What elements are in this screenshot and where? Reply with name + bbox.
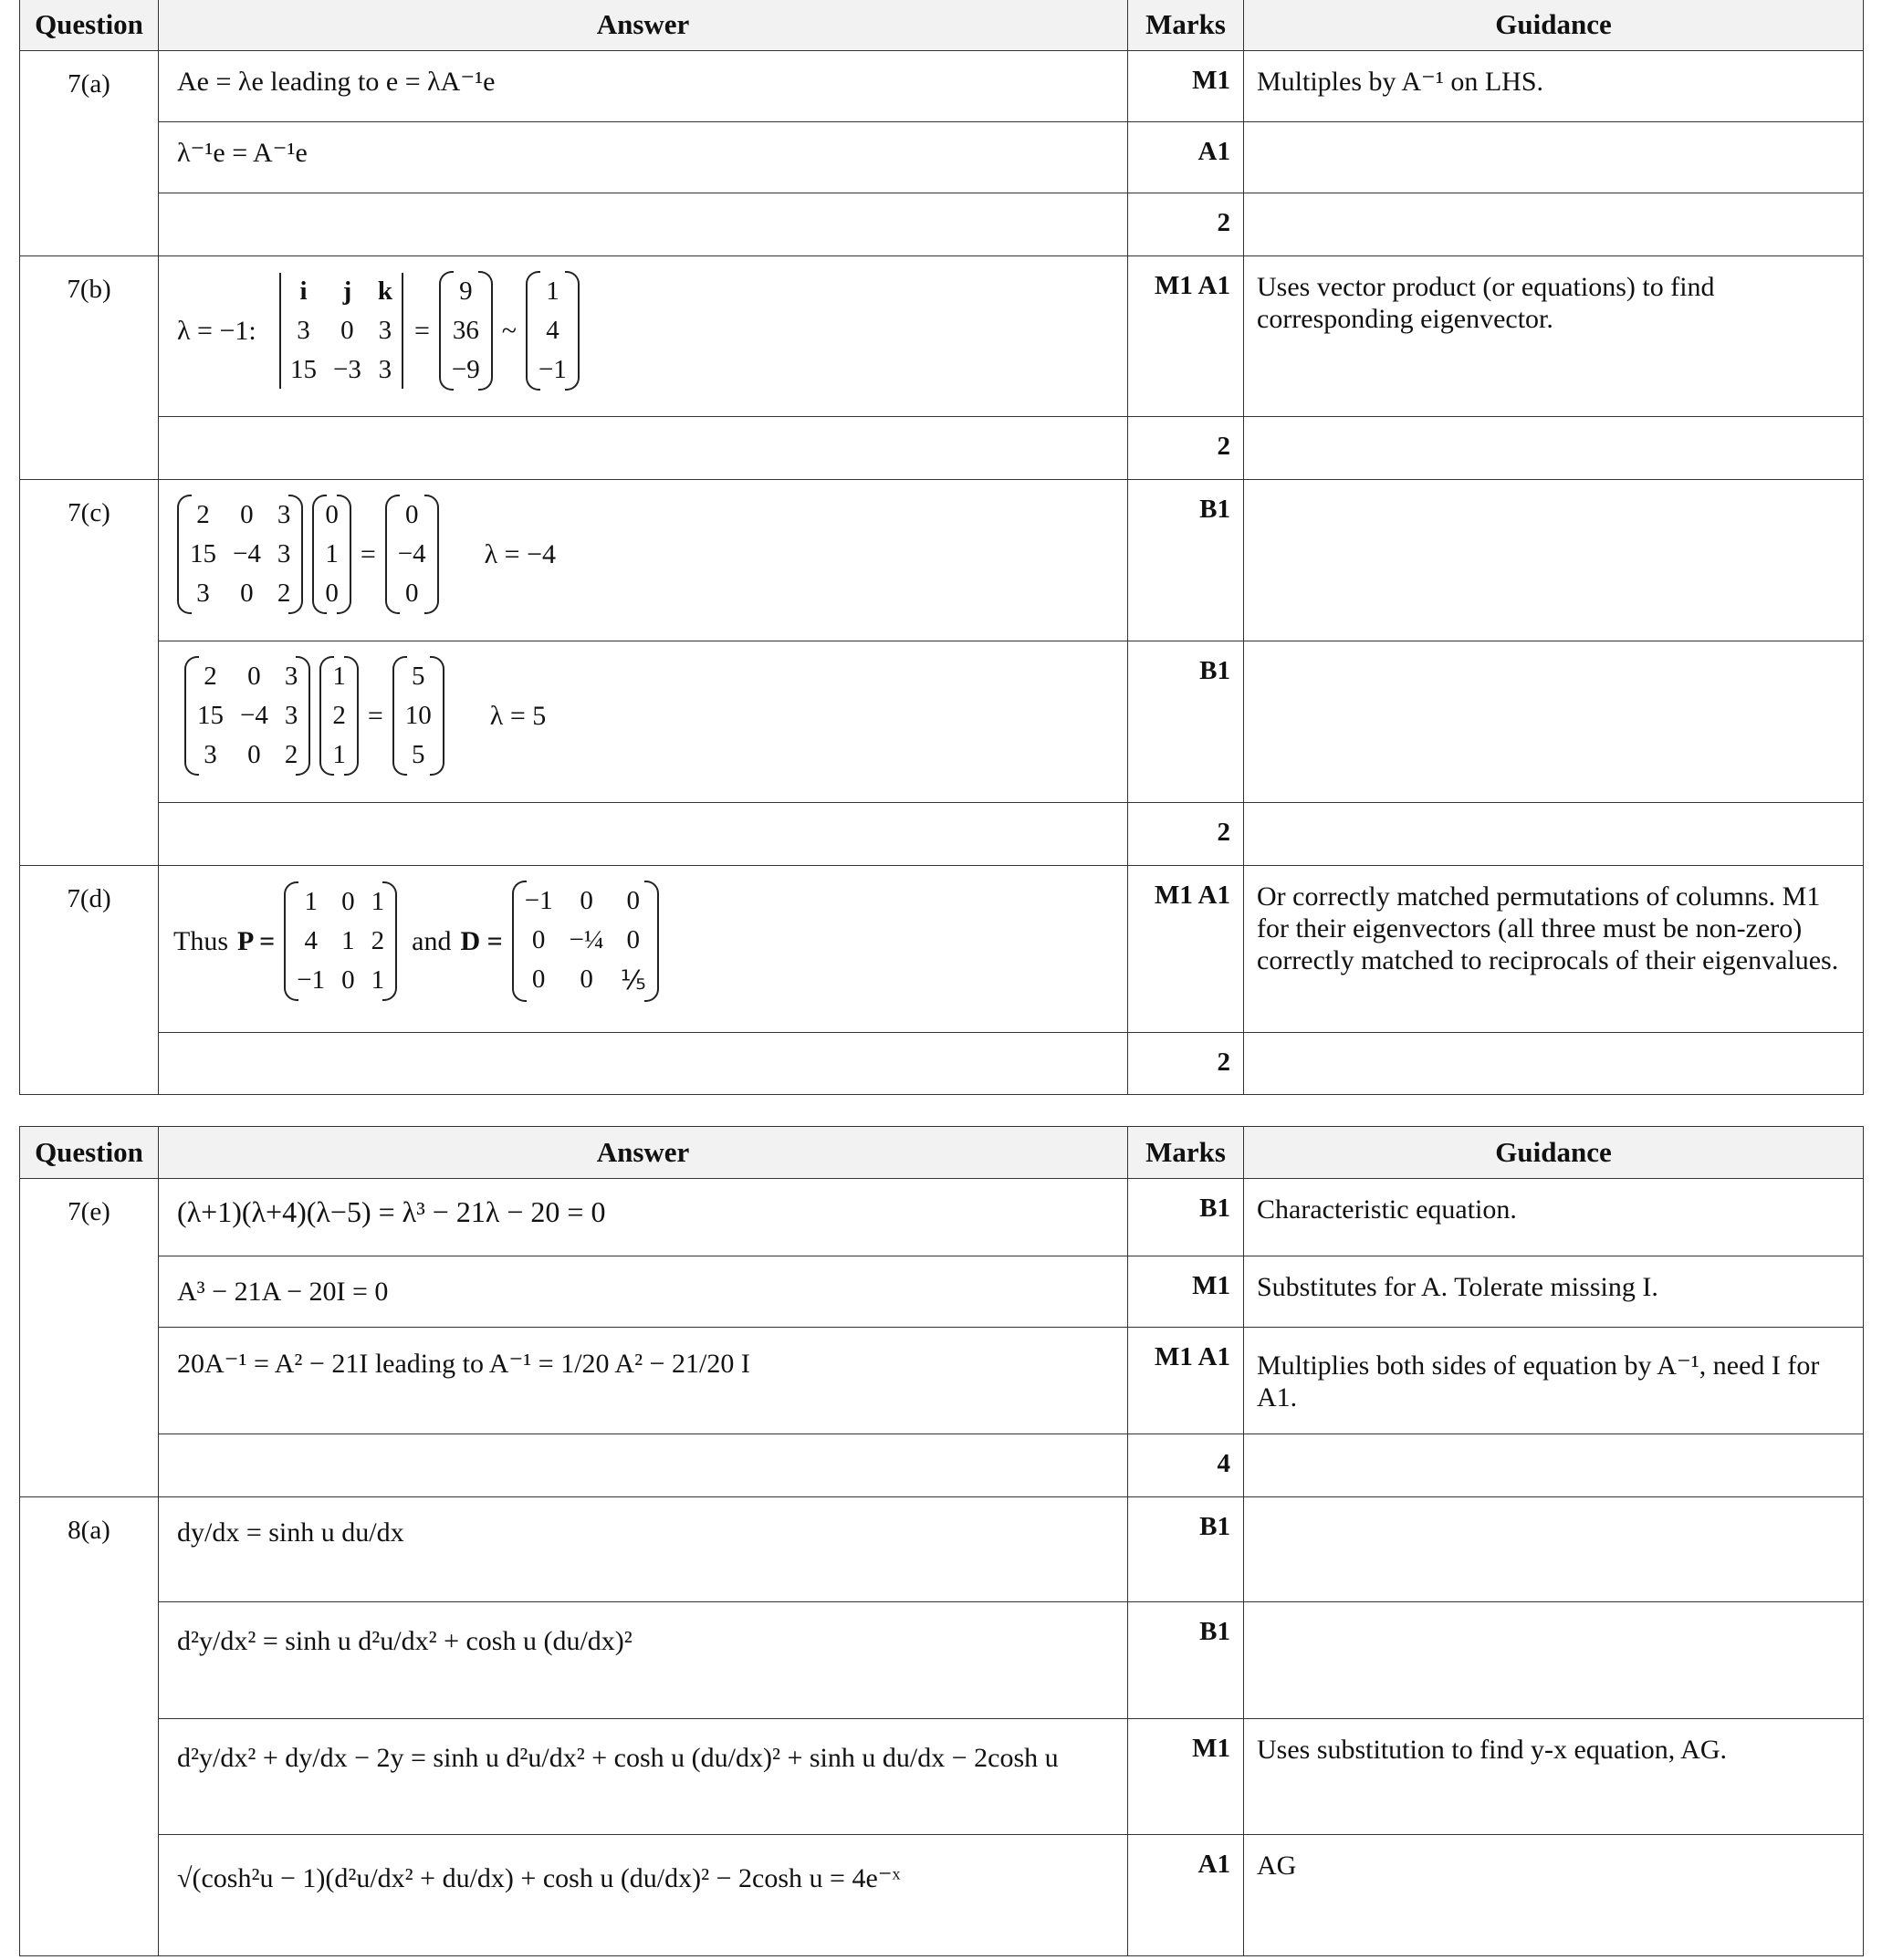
answer-cell: 2 0 3 15 −4 3 3 0 2 0 1 0 = 0 −4 0 λ = −4: [159, 480, 1128, 641]
guidance-cell: [1244, 1497, 1864, 1602]
guidance-cell: [1244, 1602, 1864, 1719]
matrix-entry: −9: [451, 355, 480, 384]
matrix-entry: 1: [546, 276, 559, 306]
answer-cell: 2 0 3 15 −4 3 3 0 2 1 2 1 = 5 10 5 λ = 5: [159, 641, 1128, 803]
matrix-entry: 3: [284, 701, 298, 730]
vector: [439, 271, 493, 391]
matrix-entry: 0: [325, 500, 339, 529]
guidance-cell: [1244, 122, 1864, 193]
guidance-cell: Multiplies both sides of equation by A⁻¹, need I for A1.: [1244, 1328, 1864, 1434]
lambda-label: λ = −1:: [177, 315, 256, 346]
total-row: [20, 417, 1864, 480]
matrix-entry: 0: [247, 740, 261, 769]
matrix-entry: 0: [626, 886, 640, 915]
matrix-entry: 0: [404, 579, 419, 608]
table-row: [20, 1328, 1864, 1434]
answer-cell: [159, 1835, 1128, 1956]
answer-cell: [159, 1256, 1128, 1328]
mark-cell: A1: [1128, 1835, 1244, 1956]
answer-math: dy/dx = sinh u du/dx: [177, 1517, 404, 1548]
answer-math: d²y/dx² = sinh u d²u/dx² + cosh u (du/dx)²: [177, 1626, 633, 1656]
matrix-entry: 1: [371, 965, 385, 995]
answer-cell: [159, 1497, 1128, 1602]
matrix-entry: 1: [332, 740, 346, 769]
table-row: [20, 641, 1864, 803]
matrix-entry: 0: [580, 886, 593, 915]
answer-math: √(cosh²u − 1)(d²u/dx² + du/dx) + cosh u (du/dx)² − 2cosh u = 4e⁻ˣ: [177, 1863, 901, 1893]
table-row: [20, 1497, 1864, 1602]
guidance-cell: [1244, 417, 1864, 480]
matrix-entry: 1: [371, 887, 385, 916]
question-label: 7(a): [20, 51, 159, 256]
matrix-entry: 10: [404, 701, 432, 730]
matrix-entry: 3: [277, 539, 291, 568]
matrix-entry: 3: [284, 662, 298, 691]
guidance-cell: [1244, 803, 1864, 866]
matrix-entry: −1: [524, 886, 553, 915]
matrix-p: [284, 881, 397, 1001]
answer-math: Ae = λe leading to e = λA⁻¹e: [177, 67, 496, 97]
mark-cell: B1: [1128, 1602, 1244, 1719]
matrix-entry: 0: [404, 500, 419, 529]
matrix-entry: 3: [297, 316, 310, 345]
table-row: [20, 480, 1864, 641]
mark-cell: M1 A1: [1128, 1328, 1244, 1434]
matrix-entry: 0: [247, 662, 261, 691]
mark-cell: B1: [1128, 1497, 1244, 1602]
matrix-entry: 2: [332, 701, 346, 730]
total-mark: 4: [1128, 1434, 1244, 1497]
matrix-a: [184, 656, 310, 776]
total-row: [20, 1033, 1864, 1095]
question-label: 7(e): [20, 1179, 159, 1497]
matrix-entry: −4: [397, 539, 426, 568]
answer-cell: [159, 1602, 1128, 1719]
answer-cell: [159, 417, 1128, 480]
matrix-entry: 1: [304, 887, 318, 916]
guidance-cell: [1244, 641, 1864, 803]
matrix-entry: 3: [378, 316, 392, 345]
mark-cell: M1: [1128, 1256, 1244, 1328]
d-label: D =: [460, 925, 503, 956]
header-answer: Answer: [159, 1127, 1128, 1179]
answer-math: 20A⁻¹ = A² − 21I leading to A⁻¹ = 1/20 A² − 21/20 I: [177, 1349, 750, 1379]
answer-math: d²y/dx² + dy/dx − 2y = sinh u d²u/dx² + cosh u (du/dx)² + sinh u du/dx − 2cosh u: [177, 1743, 1059, 1773]
matrix-entry: 0: [531, 964, 546, 994]
matrix-entry: 0: [341, 965, 355, 995]
eigenvalue: λ = 5: [489, 700, 547, 731]
table-row: [20, 51, 1864, 122]
eigenvalue: λ = −4: [484, 538, 557, 569]
matrix-entry: 0: [580, 964, 593, 994]
answer-math: (λ+1)(λ+4)(λ−5) = λ³ − 21λ − 20 = 0: [177, 1195, 606, 1228]
table-row: [20, 256, 1864, 417]
guidance-cell: Uses substitution to find y-x equation, AG.: [1244, 1719, 1864, 1835]
question-label: 7(d): [20, 866, 159, 1095]
header-marks: Marks: [1128, 1127, 1244, 1179]
matrix-entry: 5: [412, 740, 425, 769]
matrix-entry: 3: [277, 500, 291, 529]
matrix-entry: 2: [277, 579, 291, 608]
answer-cell: [159, 1434, 1128, 1497]
matrix-entry: i: [299, 276, 308, 306]
matrix-entry: 2: [284, 740, 298, 769]
result-vector: [392, 656, 444, 776]
answer-cell: [159, 1719, 1128, 1835]
matrix-entry: −1: [538, 355, 567, 384]
matrix-d: [512, 881, 659, 1002]
answer-cell: [159, 193, 1128, 256]
matrix-entry: −4: [233, 539, 261, 568]
guidance-cell: Multiples by A⁻¹ on LHS.: [1244, 51, 1864, 122]
matrix-entry: 15: [190, 539, 216, 568]
total-mark: 2: [1128, 193, 1244, 256]
matrix-entry: 0: [626, 925, 640, 954]
and-label: and: [412, 925, 452, 956]
header-row: [20, 1127, 1864, 1179]
matrix-entry: j: [342, 276, 352, 306]
question-label: 7(c): [20, 480, 159, 866]
mark-cell: A1: [1128, 122, 1244, 193]
answer-cell: [159, 803, 1128, 866]
matrix-entry: 2: [204, 662, 217, 691]
matrix-entry: 3: [196, 579, 210, 608]
matrix-entry: 3: [204, 740, 217, 769]
matrix-entry: 4: [304, 926, 318, 955]
answer-cell: [159, 51, 1128, 122]
matrix-entry: 15: [290, 355, 317, 384]
answer-math: A³ − 21A − 20I = 0: [177, 1277, 389, 1307]
table-row: [20, 1256, 1864, 1328]
mark-scheme-table-1: [19, 0, 1863, 1095]
mark-cell: B1: [1128, 641, 1244, 803]
answer-cell: [159, 122, 1128, 193]
mark-cell: B1: [1128, 480, 1244, 641]
answer-cell: [159, 1033, 1128, 1095]
header-row: [20, 0, 1864, 51]
total-mark: 2: [1128, 417, 1244, 480]
matrix-entry: 15: [197, 701, 224, 730]
table-row: [20, 122, 1864, 193]
answer-cell: [159, 866, 1128, 1033]
table-row: [20, 1602, 1864, 1719]
header-guidance: Guidance: [1244, 1127, 1864, 1179]
matrix-entry: 2: [371, 926, 385, 955]
matrix-entry: k: [377, 276, 392, 306]
eigenvector: [526, 271, 580, 391]
header-answer: Answer: [159, 0, 1128, 51]
answer-cell: [159, 1179, 1128, 1256]
guidance-cell: [1244, 193, 1864, 256]
answer-cell: λ = −1: i j k 3 0 3 15 −3 3 = 9 36 −9 ~ 1 4 −1: [159, 256, 1128, 417]
guidance-cell: [1244, 1434, 1864, 1497]
total-mark: 2: [1128, 803, 1244, 866]
total-row: [20, 803, 1864, 866]
guidance-cell: Uses vector product (or equations) to find corresponding eigenvector.: [1244, 256, 1864, 417]
matrix-entry: 0: [240, 500, 254, 529]
answer-cell: [159, 1328, 1128, 1434]
table-row: [20, 866, 1864, 1033]
total-row: [20, 193, 1864, 256]
p-label: P =: [237, 925, 276, 956]
matrix-entry: −¼: [569, 925, 604, 954]
matrix-a: [177, 495, 303, 614]
header-question: Question: [20, 0, 159, 51]
guidance-cell: [1244, 1033, 1864, 1095]
vector: [312, 495, 351, 614]
guidance-cell: [1244, 480, 1864, 641]
table-row: [20, 1719, 1864, 1835]
thus-label: Thus: [173, 925, 228, 956]
matrix-entry: −4: [240, 701, 268, 730]
matrix-entry: 1: [341, 926, 355, 955]
total-row: [20, 1434, 1864, 1497]
matrix-entry: 1: [332, 662, 346, 691]
header-guidance: Guidance: [1244, 0, 1864, 51]
guidance-cell: Substitutes for A. Tolerate missing I.: [1244, 1256, 1864, 1328]
guidance-cell: AG: [1244, 1835, 1864, 1956]
header-question: Question: [20, 1127, 159, 1179]
mark-cell: M1: [1128, 1719, 1244, 1835]
matrix-entry: 2: [196, 500, 210, 529]
mark-cell: B1: [1128, 1179, 1244, 1256]
determinant: [277, 271, 405, 391]
mark-cell: M1: [1128, 51, 1244, 122]
guidance-cell: Characteristic equation.: [1244, 1179, 1864, 1256]
guidance-cell: Or correctly matched permutations of columns. M1 for their eigenvectors (all three must be non-zero) correctly matched to reciprocals of their eigenvalues.: [1244, 866, 1864, 1033]
matrix-entry: 4: [546, 316, 559, 345]
header-marks: Marks: [1128, 0, 1244, 51]
mark-cell: M1 A1: [1128, 866, 1244, 1033]
matrix-entry: 0: [341, 887, 355, 916]
table-row: [20, 1835, 1864, 1956]
result-vector: [385, 495, 439, 614]
matrix-entry: 5: [412, 662, 425, 691]
matrix-entry: 3: [378, 355, 392, 384]
matrix-entry: ⅕: [620, 966, 646, 996]
mark-cell: M1 A1: [1128, 256, 1244, 417]
question-label: 8(a): [20, 1497, 159, 1956]
matrix-entry: 0: [325, 579, 339, 608]
matrix-entry: −3: [333, 355, 361, 384]
question-label: 7(b): [20, 256, 159, 480]
matrix-entry: 0: [240, 579, 254, 608]
answer-math: λ⁻¹e = A⁻¹e: [177, 138, 308, 168]
total-mark: 2: [1128, 1033, 1244, 1095]
matrix-entry: −1: [297, 965, 326, 995]
vector: [319, 656, 359, 776]
matrix-entry: 9: [459, 276, 473, 306]
table-row: [20, 1179, 1864, 1256]
matrix-entry: 36: [452, 316, 479, 345]
matrix-entry: 0: [340, 316, 354, 345]
matrix-entry: 1: [325, 539, 339, 568]
matrix-entry: 0: [531, 925, 546, 954]
mark-scheme-table-2: [19, 1126, 1863, 1956]
